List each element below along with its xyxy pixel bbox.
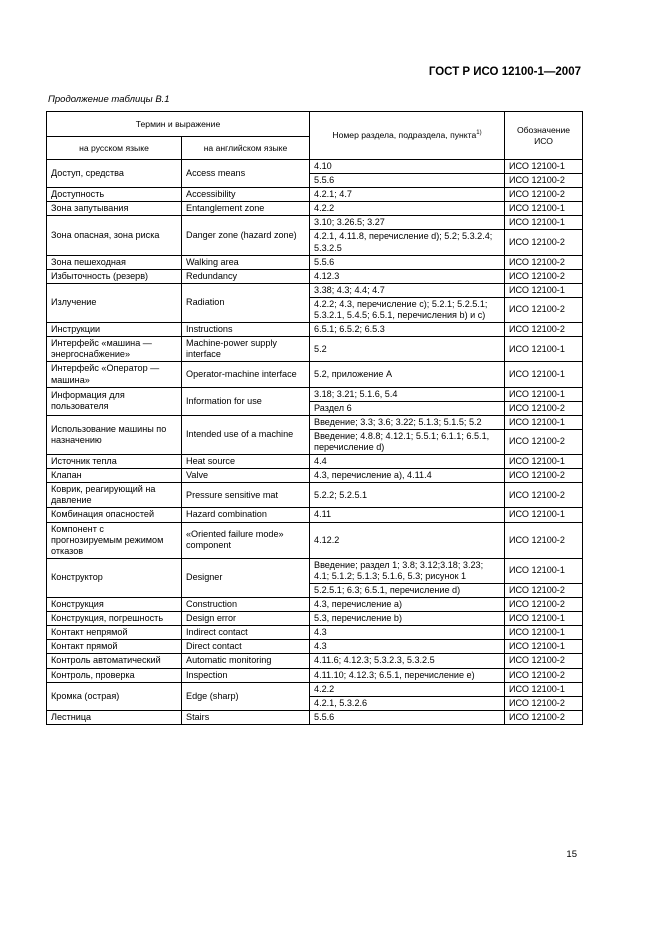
iso-ref: ИСО 12100-2	[505, 654, 583, 668]
term-en: Direct contact	[182, 640, 310, 654]
iso-ref: ИСО 12100-1	[505, 508, 583, 522]
term-en: Automatic monitoring	[182, 654, 310, 668]
table-continuation-caption: Продолжение таблицы В.1	[48, 94, 170, 105]
iso-ref: ИСО 12100-1	[505, 558, 583, 583]
section-ref: 4.3	[310, 626, 505, 640]
header-section-number	[310, 112, 505, 160]
iso-ref: ИСО 12100-2	[505, 696, 583, 710]
section-ref: 4.2.2	[310, 682, 505, 696]
iso-ref: ИСО 12100-1	[505, 337, 583, 362]
term-ru: Интерфейс «Оператор — машина»	[47, 362, 182, 387]
section-ref: 4.3, перечисление а)	[310, 598, 505, 612]
iso-ref: ИСО 12100-2	[505, 598, 583, 612]
iso-ref: ИСО 12100-1	[505, 455, 583, 469]
term-ru: Избыточность (резерв)	[47, 269, 182, 283]
section-ref: 5.3, перечисление b)	[310, 612, 505, 626]
iso-ref: ИСО 12100-2	[505, 584, 583, 598]
term-en: Radiation	[182, 283, 310, 322]
section-ref: 4.11.6; 4.12.3; 5.3.2.3, 5.3.2.5	[310, 654, 505, 668]
term-en: Walking area	[182, 255, 310, 269]
table-row	[47, 337, 583, 362]
iso-ref: ИСО 12100-2	[505, 429, 583, 454]
iso-ref: ИСО 12100-1	[505, 612, 583, 626]
term-ru: Контроль, проверка	[47, 668, 182, 682]
section-ref: Введение; 3.3; 3.6; 3.22; 5.1.3; 5.1.5; 5.2	[310, 415, 505, 429]
term-en: Designer	[182, 558, 310, 597]
section-ref: Введение; раздел 1; 3.8; 3.12;3.18; 3.23; 4.1; 5.1.2; 5.1.3; 5.1.6, 5.3; рисунок 1	[310, 558, 505, 583]
iso-ref: ИСО 12100-2	[505, 174, 583, 188]
term-en: Indirect contact	[182, 626, 310, 640]
iso-ref: ИСО 12100-2	[505, 230, 583, 255]
section-ref: 5.5.6	[310, 174, 505, 188]
table-row	[47, 323, 583, 337]
iso-ref: ИСО 12100-2	[505, 483, 583, 508]
iso-ref: ИСО 12100-1	[505, 640, 583, 654]
term-ru: Конструкция	[47, 598, 182, 612]
term-en: Valve	[182, 469, 310, 483]
table-row	[47, 612, 583, 626]
term-ru: Коврик, реагирующий на давление	[47, 483, 182, 508]
term-ru: Источник тепла	[47, 455, 182, 469]
section-ref: 4.2.2; 4.3, перечисление с); 5.2.1; 5.2.5.1; 5.3.2.1, 5.4.5; 6.5.1, перечисления b) и с)	[310, 297, 505, 322]
section-ref: 4.11	[310, 508, 505, 522]
table-row	[47, 626, 583, 640]
page-number: 15	[566, 849, 577, 860]
terms-table	[46, 111, 583, 725]
section-ref: 4.3	[310, 640, 505, 654]
term-ru: Зона опасная, зона риска	[47, 216, 182, 255]
table-row	[47, 362, 583, 387]
iso-ref: ИСО 12100-1	[505, 362, 583, 387]
header-english: на английском языке	[182, 137, 310, 160]
iso-ref: ИСО 12100-2	[505, 469, 583, 483]
term-ru: Доступность	[47, 188, 182, 202]
term-en: Intended use of a machine	[182, 415, 310, 454]
table-row	[47, 160, 583, 174]
term-ru: Зона пешеходная	[47, 255, 182, 269]
iso-ref: ИСО 12100-2	[505, 668, 583, 682]
table-row	[47, 558, 583, 583]
term-en: Heat source	[182, 455, 310, 469]
iso-ref: ИСО 12100-2	[505, 401, 583, 415]
table-row	[47, 255, 583, 269]
table-row	[47, 483, 583, 508]
term-en: Machine-power supply interface	[182, 337, 310, 362]
table-row	[47, 269, 583, 283]
section-ref: 5.2.5.1; 6.3; 6.5.1, перечисление d)	[310, 584, 505, 598]
iso-ref: ИСО 12100-1	[505, 626, 583, 640]
table-row	[47, 469, 583, 483]
section-ref: 4.12.3	[310, 269, 505, 283]
term-ru: Инструкции	[47, 323, 182, 337]
term-ru: Интерфейс «машина — энергоснабжение»	[47, 337, 182, 362]
term-en: Redundancy	[182, 269, 310, 283]
term-ru: Зона запутывания	[47, 202, 182, 216]
term-ru: Доступ, средства	[47, 160, 182, 188]
section-ref: 5.2, приложение А	[310, 362, 505, 387]
term-en: Stairs	[182, 710, 310, 724]
term-en: Accessibility	[182, 188, 310, 202]
section-ref: 5.5.6	[310, 710, 505, 724]
header-iso: Обозначение ИСО	[505, 112, 583, 160]
table-row	[47, 598, 583, 612]
section-ref: 5.5.6	[310, 255, 505, 269]
header-row-1	[47, 112, 583, 137]
section-ref: 4.10	[310, 160, 505, 174]
term-en: Operator-machine interface	[182, 362, 310, 387]
iso-ref: ИСО 12100-2	[505, 323, 583, 337]
iso-ref: ИСО 12100-1	[505, 283, 583, 297]
term-ru: Конструктор	[47, 558, 182, 597]
document-standard-code: ГОСТ Р ИСО 12100-1—2007	[428, 66, 581, 78]
iso-ref: ИСО 12100-1	[505, 387, 583, 401]
term-ru: Комбинация опасностей	[47, 508, 182, 522]
iso-ref: ИСО 12100-2	[505, 297, 583, 322]
term-ru: Конструкция, погрешность	[47, 612, 182, 626]
section-ref: 4.12.2	[310, 522, 505, 558]
section-ref: 4.2.1, 4.11.8, перечисление d); 5.2; 5.3.2.4; 5.3.2.5	[310, 230, 505, 255]
table-row	[47, 522, 583, 558]
term-ru: Контакт непрямой	[47, 626, 182, 640]
term-ru: Контакт прямой	[47, 640, 182, 654]
term-ru: Излучение	[47, 283, 182, 322]
term-en: Edge (sharp)	[182, 682, 310, 710]
term-ru: Контроль автоматический	[47, 654, 182, 668]
table-row	[47, 640, 583, 654]
header-term-group: Термин и выражение	[47, 112, 310, 137]
table-row	[47, 682, 583, 696]
iso-ref: ИСО 12100-1	[505, 160, 583, 174]
section-ref: 4.2.2	[310, 202, 505, 216]
section-ref: 4.3, перечисление а), 4.11.4	[310, 469, 505, 483]
table-row	[47, 202, 583, 216]
term-ru: Использование машины по назначению	[47, 415, 182, 454]
table-row	[47, 283, 583, 297]
iso-ref: ИСО 12100-1	[505, 682, 583, 696]
table-row	[47, 508, 583, 522]
section-ref: 4.11.10; 4.12.3; 6.5.1, перечисление е)	[310, 668, 505, 682]
section-ref: 5.2.2; 5.2.5.1	[310, 483, 505, 508]
term-en: «Oriented failure mode» component	[182, 522, 310, 558]
table-row	[47, 710, 583, 724]
term-en: Access means	[182, 160, 310, 188]
section-ref: 4.2.1; 4.7	[310, 188, 505, 202]
table-row	[47, 188, 583, 202]
terms-table-body	[47, 112, 583, 725]
term-en: Pressure sensitive mat	[182, 483, 310, 508]
table-row	[47, 387, 583, 401]
iso-ref: ИСО 12100-2	[505, 710, 583, 724]
section-ref: 3.10; 3.26.5; 3.27	[310, 216, 505, 230]
term-en: Hazard combination	[182, 508, 310, 522]
iso-ref: ИСО 12100-1	[505, 216, 583, 230]
term-ru: Компонент с прогнозируемым режимом отказов	[47, 522, 182, 558]
header-footnote-mark: 1)	[476, 130, 482, 137]
iso-ref: ИСО 12100-2	[505, 522, 583, 558]
section-ref: Введение; 4.8.8; 4.12.1; 5.5.1; 6.1.1; 6.5.1, перечисление d)	[310, 429, 505, 454]
section-ref: 5.2	[310, 337, 505, 362]
term-en: Design error	[182, 612, 310, 626]
section-ref: 4.4	[310, 455, 505, 469]
header-russian: на русском языке	[47, 137, 182, 160]
section-ref: 3.18; 3.21; 5.1.6, 5.4	[310, 387, 505, 401]
table-row	[47, 216, 583, 230]
table-row	[47, 654, 583, 668]
iso-ref: ИСО 12100-2	[505, 269, 583, 283]
iso-ref: ИСО 12100-2	[505, 255, 583, 269]
section-ref: 6.5.1; 6.5.2; 6.5.3	[310, 323, 505, 337]
section-ref: 3.38; 4.3; 4.4; 4.7	[310, 283, 505, 297]
header-section-number-text: Номер раздела, подраздела, пункта	[332, 130, 477, 141]
term-en: Instructions	[182, 323, 310, 337]
section-ref: Раздел 6	[310, 401, 505, 415]
term-en: Entanglement zone	[182, 202, 310, 216]
term-en: Information for use	[182, 387, 310, 415]
table-row	[47, 455, 583, 469]
table-row	[47, 415, 583, 429]
term-ru: Лестница	[47, 710, 182, 724]
term-ru: Кромка (острая)	[47, 682, 182, 710]
section-ref: 4.2.1, 5.3.2.6	[310, 696, 505, 710]
term-ru: Клапан	[47, 469, 182, 483]
term-en: Danger zone (hazard zone)	[182, 216, 310, 255]
iso-ref: ИСО 12100-2	[505, 188, 583, 202]
iso-ref: ИСО 12100-1	[505, 202, 583, 216]
iso-ref: ИСО 12100-1	[505, 415, 583, 429]
term-ru: Информация для пользователя	[47, 387, 182, 415]
term-en: Construction	[182, 598, 310, 612]
term-en: Inspection	[182, 668, 310, 682]
table-row	[47, 668, 583, 682]
